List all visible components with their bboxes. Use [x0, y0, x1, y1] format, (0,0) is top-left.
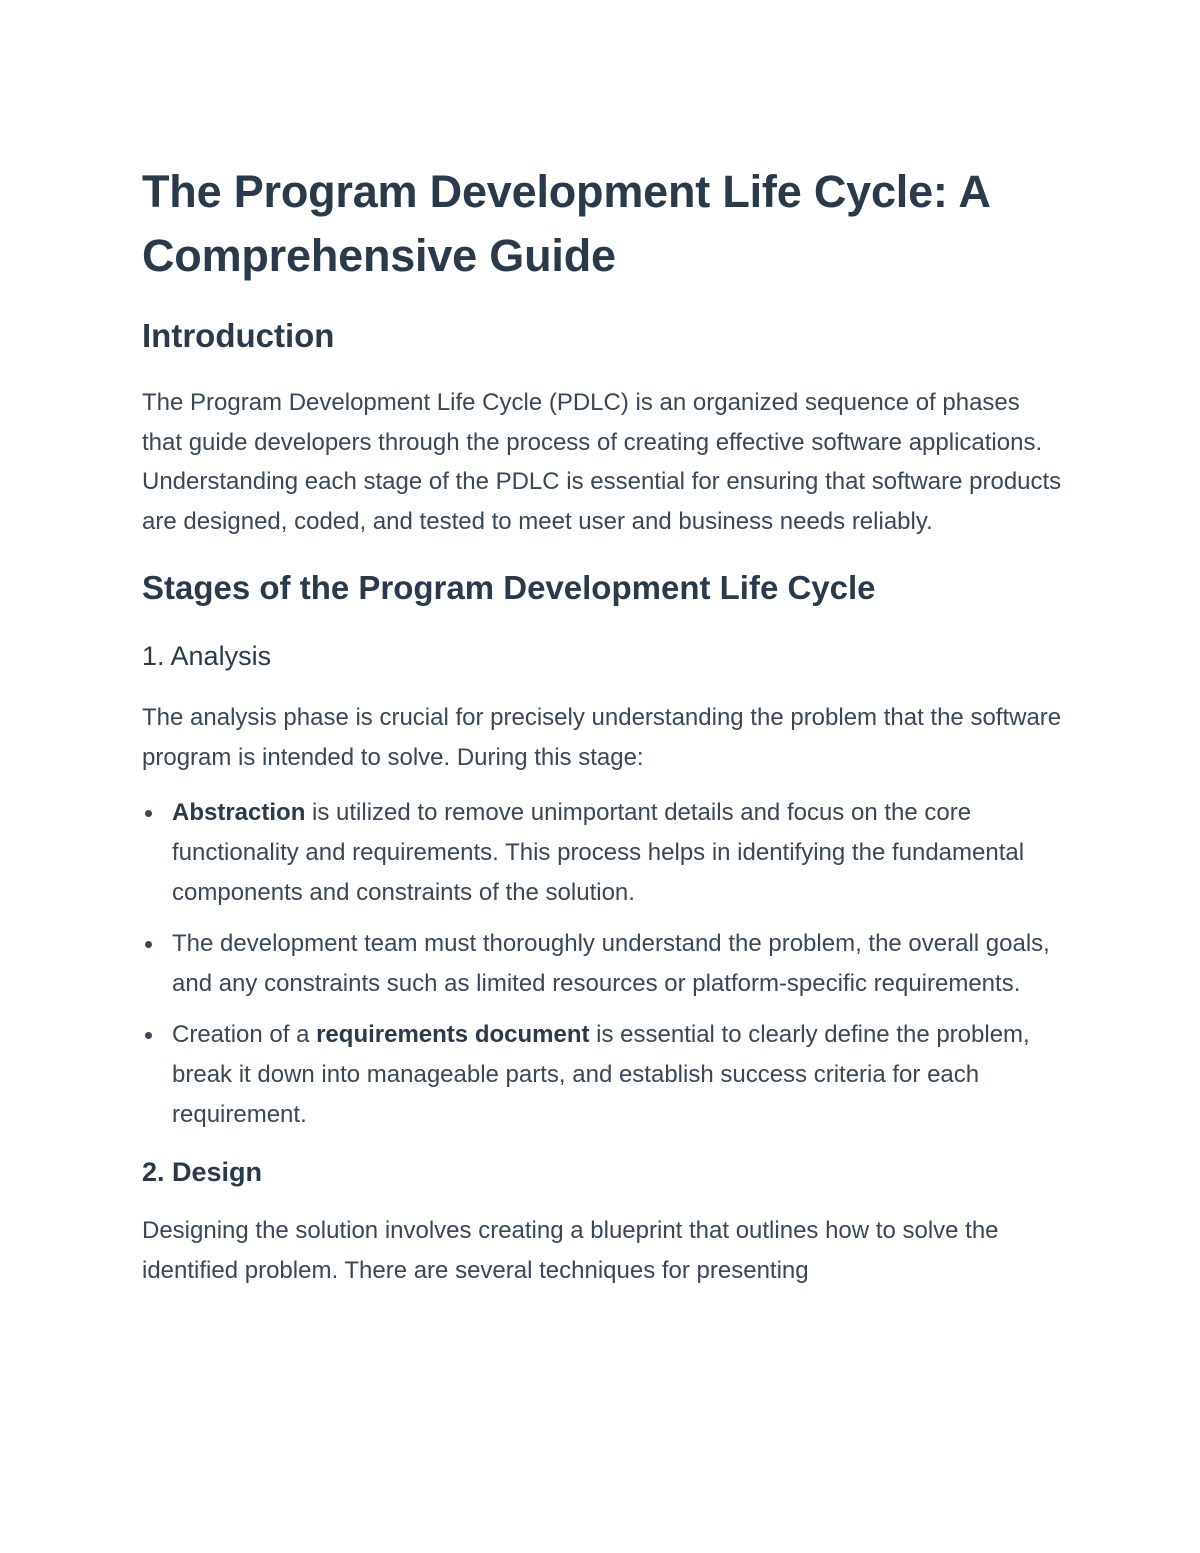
design-heading: 2. Design: [142, 1157, 263, 1187]
introduction-paragraph: The Program Development Life Cycle (PDLC) is an organized sequence of phases that guide developers through the process of creating effective software applications. Understanding each stage of the PDLC is essential for ensuring that software products are designed, coded, and tested to meet user and business needs reliably.: [142, 389, 1062, 535]
document-title: The Program Development Life Cycle: A Comprehensive Guide: [142, 166, 989, 281]
introduction-heading: Introduction: [142, 317, 335, 354]
bullet-text: is essential to clearly define the problem, break it down into manageable parts, and establish success criteria for each requirement.: [172, 1021, 1030, 1128]
analysis-bullet-list: [142, 793, 1062, 1135]
bullet-prefix: Creation of a: [172, 1021, 317, 1048]
analysis-heading: 1. Analysis: [142, 641, 272, 671]
bullet-bold-term: requirements document: [316, 1021, 590, 1048]
design-paragraph: Designing the solution involves creating a blueprint that outlines how to solve the identified problem. There are several techniques for presenting: [142, 1217, 999, 1284]
stages-heading: Stages of the Program Development Life Cycle: [142, 569, 876, 606]
list-item: [142, 793, 1062, 913]
analysis-paragraph: The analysis phase is crucial for precisely understanding the problem that the software program is intended to solve. During this stage:: [142, 704, 1062, 771]
bullet-text: The development team must thoroughly understand the problem, the overall goals, and any constraints such as limited resources or platform-specific requirements.: [172, 930, 1050, 997]
document-page: [142, 160, 1062, 1290]
bullet-bold-term: Abstraction: [172, 799, 306, 826]
bullet-text: is utilized to remove unimportant details and focus on the core functionality and requirements. This process helps in identifying the fundamental components and constraints of the solution.: [172, 799, 1025, 906]
list-item: [142, 924, 1062, 1004]
list-item: [142, 1015, 1062, 1135]
